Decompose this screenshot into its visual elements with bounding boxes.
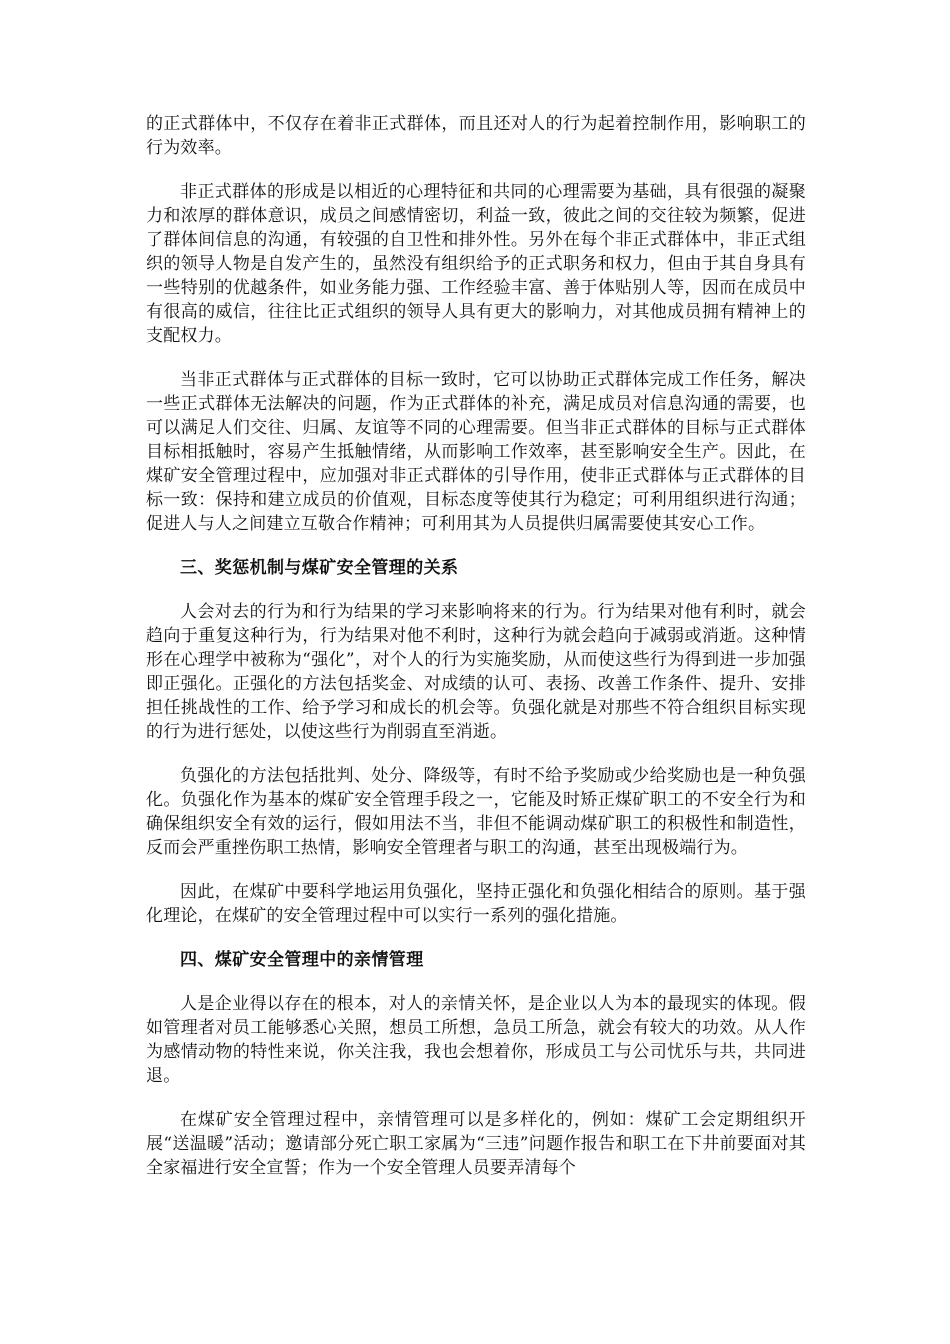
section-heading-affection-management: 四、煤矿安全管理中的亲情管理 [180,950,424,970]
paragraph-informal-group-formation: 非正式群体的形成是以相近的心理特征和共同的心理需要为基础，具有很强的凝聚力和浓厚的群体意识，成员之间感情密切，利益一致，彼此之间的交往较为频繁，促进了群体间信息的沟通，有较强的自卫性和排外性。另外在每个非正式群体中，非正式组织的领导人物是自发产生的，虽然没有组织给予的正式职务和权力，但由于其自身具有一些特别的优越条件，如业务能力强、工作经验丰富、善于体贴别人等，因而在成员中有很高的威信，往往比正式组织的领导人具有更大的影响力，对其他成员拥有精神上的支配权力。 [146,182,806,346]
paragraph-people-oriented: 人是企业得以存在的根本，对人的亲情关怀，是企业以人为本的最现实的体现。假如管理者对员工能够悉心关照，想员工所想，急员工所急，就会有较大的功效。从人作为感情动物的特性来说，你关注我，我也会想着你，形成员工与公司忧乐与共，共同进退。 [146,994,806,1086]
paragraph-negative-reinforcement: 负强化的方法包括批判、处分、降级等，有时不给予奖励或少给奖励也是一种负强化。负强化作为基本的煤矿安全管理手段之一，它能及时矫正煤矿职工的不安全行为和确保组织安全有效的运行，假如用法不当，非但不能调动煤矿职工的积极性和制造性，反而会严重挫伤职工热情，影响安全管理者与职工的沟通，甚至出现极端行为。 [146,766,806,858]
document-page [146,112,806,1200]
paragraph-reinforcement-conclusion: 因此，在煤矿中要科学地运用负强化，坚持正强化和负强化相结合的原则。基于强化理论，在煤矿的安全管理过程中可以实行一系列的强化措施。 [146,882,806,926]
paragraph-reinforcement: 人会对去的行为和行为结果的学习来影响将来的行为。行为结果对他有利时，就会趋向于重复这种行为，行为结果对他不利时，这种行为就会趋向于减弱或消逝。这种情形在心理学中被称为“强化”，对个人的行为实施奖励，从而使这些行为得到进一步加强即正强化。正强化的方法包括奖金、对成绩的认可、表扬、改善工作条件、提升、安排担任挑战性的工作、给予学习和成长的机会等。负强化就是对那些不符合组织目标实现的行为进行惩处，以使这些行为削弱直至消逝。 [146,602,806,742]
paragraph-informal-group-goals: 当非正式群体与正式群体的目标一致时，它可以协助正式群体完成工作任务，解决一些正式群体无法解决的问题，作为正式群体的补充，满足成员对信息沟通的需要，也可以满足人们交往、归属、友谊等不同的心理需要。但当非正式群体的目标与正式群体目标相抵触时，容易产生抵触情绪，从而影响工作效率，甚至影响安全生产。因此，在煤矿安全管理过程中，应加强对非正式群体的引导作用，使非正式群体与正式群体的目标一致：保持和建立成员的价值观，目标态度等使其行为稳定；可利用组织进行沟通；促进人与人之间建立互敬合作精神；可利用其为人员提供归属需要使其安心工作。 [146,370,806,534]
paragraph-affection-practices: 在煤矿安全管理过程中，亲情管理可以是多样化的，例如：煤矿工会定期组织开展“送温暖”活动；邀请部分死亡职工家属为“三违”问题作报告和职工在下井前要面对其全家福进行安全宣誓；作为一个安全管理人员要弄清每个 [146,1110,806,1178]
section-heading-rewards-punishment: 三、奖惩机制与煤矿安全管理的关系 [180,558,459,578]
paragraph-continuation: 的正式群体中，不仅存在着非正式群体，而且还对人的行为起着控制作用，影响职工的行为效率。 [146,114,806,158]
